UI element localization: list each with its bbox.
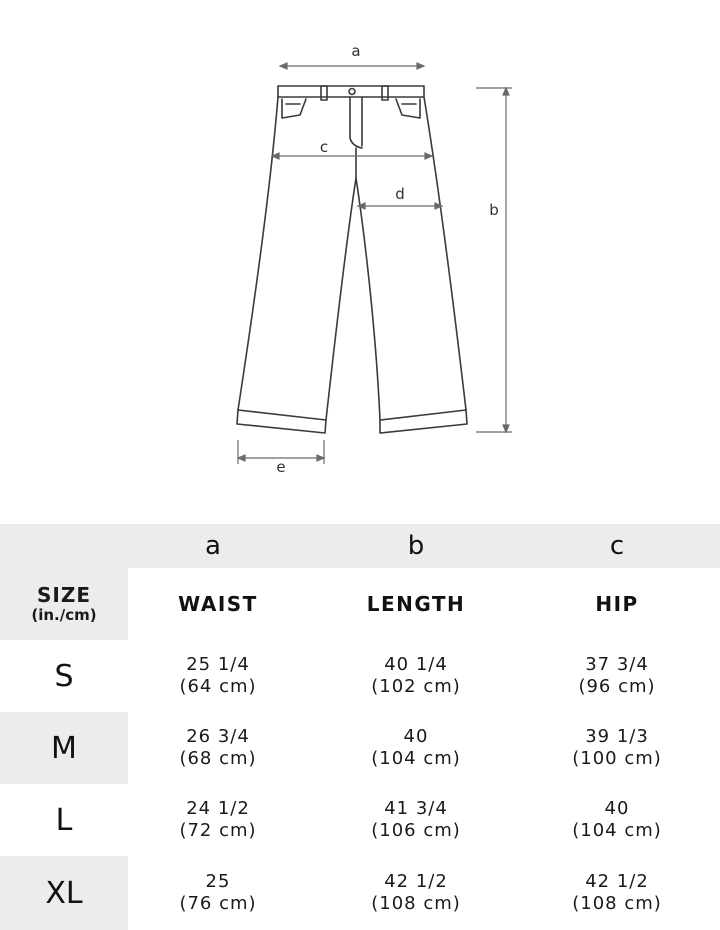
hip-value	[514, 712, 720, 784]
size-label: M	[0, 712, 128, 784]
value-inches: 37 3/4	[585, 653, 649, 675]
hip-value	[514, 856, 720, 930]
value-cm: (104 cm)	[572, 820, 662, 841]
hip-value	[514, 640, 720, 712]
length-value	[318, 640, 514, 712]
dim-label-e: e	[276, 458, 286, 476]
value-inches: 39 1/3	[585, 725, 649, 747]
size-header-units: (in./cm)	[31, 605, 97, 624]
waist-value	[128, 640, 308, 712]
length-header: LENGTH	[366, 592, 466, 616]
column-letter-c: c	[609, 531, 625, 561]
value-cm: (72 cm)	[179, 820, 257, 841]
value-cm: (104 cm)	[371, 748, 461, 769]
column-letter-b: b	[407, 531, 425, 561]
table-row	[0, 856, 720, 930]
dim-label-a: a	[351, 42, 361, 60]
hip-header: HIP	[595, 592, 639, 616]
value-inches: 41 3/4	[384, 797, 448, 819]
length-value	[318, 856, 514, 930]
column-header-row	[0, 568, 720, 640]
value-inches: 40	[604, 797, 630, 819]
waist-value	[128, 784, 308, 856]
size-header	[0, 568, 128, 640]
value-inches: 24 1/2	[186, 797, 250, 819]
size-label: S	[54, 658, 74, 694]
value-inches: 26 3/4	[186, 725, 250, 747]
dim-label-d: d	[395, 185, 405, 203]
value-inches: 25 1/4	[186, 653, 250, 675]
waist-header: WAIST	[178, 592, 258, 616]
value-cm: (102 cm)	[371, 676, 461, 697]
value-inches: 40	[403, 725, 429, 747]
table-row	[0, 712, 720, 784]
value-cm: (108 cm)	[371, 893, 461, 914]
waist-value	[128, 856, 308, 930]
letter-header-row	[0, 524, 720, 568]
size-chart-table	[0, 524, 720, 930]
hip-value	[514, 784, 720, 856]
table-row	[0, 640, 720, 712]
value-cm: (96 cm)	[578, 676, 656, 697]
length-value	[318, 784, 514, 856]
value-cm: (100 cm)	[572, 748, 662, 769]
value-cm: (68 cm)	[179, 748, 257, 769]
value-cm: (106 cm)	[371, 820, 461, 841]
length-value	[318, 712, 514, 784]
value-inches: 40 1/4	[384, 653, 448, 675]
size-label: XL	[0, 856, 128, 930]
value-cm: (64 cm)	[179, 676, 257, 697]
column-letter-a: a	[205, 531, 221, 561]
table-row	[0, 784, 720, 856]
waist-value	[128, 712, 308, 784]
value-cm: (108 cm)	[572, 893, 662, 914]
size-label: L	[55, 802, 73, 838]
dim-label-b: b	[489, 201, 499, 219]
dim-label-c: c	[319, 138, 329, 156]
value-cm: (76 cm)	[179, 893, 257, 914]
value-inches: 25	[205, 870, 231, 892]
value-inches: 42 1/2	[384, 870, 448, 892]
value-inches: 42 1/2	[585, 870, 649, 892]
size-header-label: SIZE	[36, 582, 91, 607]
